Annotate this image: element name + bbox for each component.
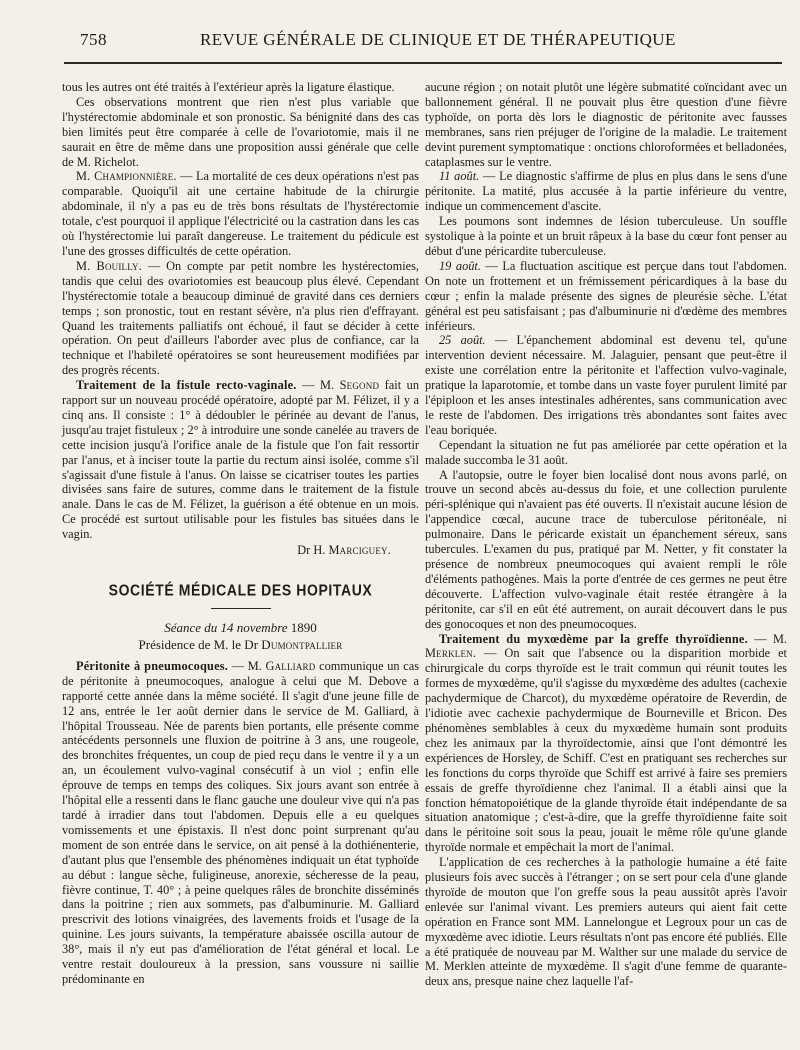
speaker-name: M. Championnière. <box>76 169 177 184</box>
session-line <box>62 619 419 636</box>
signature-prefix: Dr H. <box>297 543 329 558</box>
entry-date: 19 août. <box>439 258 481 273</box>
paragraph-text: fait un rapport sur un nouveau procédé opératoire, adopté par M. Félizet, il y a cinq ans. Il consiste : 1° à dédoubler le périnée au devant de l'anus, jusqu'au trajet fistuleux ; 2° à introduire une sonde canelée au travers de cette incision jusqu'à l'orifice anale de la fistule que l'on fait ressortir par l'anus, et à inciser toute la partie du rectum ainsi isolée, comme s'il s'agissait d'une fistule à l'anus. On laisse se cicatriser toutes les parties divisées sans faire de sutures, comme dans le traitement de la fistule anale. Dans le cas de M. Félizet, la guérison a été obtenue en un mois. Ce procédé est surtout utilisable pour les fistules bas situées dans le vagin. <box>62 378 420 542</box>
dash: — M. <box>296 378 340 393</box>
paragraph: L'application de ces recherches à la pathologie humaine a été faite plusieurs fois avec succès à l'étranger ; on se sert pour cela d'une glande thyroïde de mouton que l'on greffe sous la peau aussitôt après l'avoir enlevée sur l'animal vivant. Les premiers auteurs qui aient fait cette opération en France sont MM. Lannelongue et Legroux pour un cas de myxœdème avec idiotie. Leurs résultats n'ont pas encore été publiés. Elle a été pratiquée de nouveau par M. Walther sur une malade du service de M. Merklen atteinte de myxœdème. Il s'agit d'une femme de quarante-deux ans, presque naine chez laquelle l'af- <box>425 855 787 989</box>
speaker-name: Galliard <box>265 658 316 673</box>
paragraph: tous les autres ont été traités à l'extérieur après la ligature élastique. <box>62 80 395 94</box>
section-rubric: Traitement du myxœdème par la greffe thyroïdienne. <box>439 631 748 646</box>
presidency-line <box>62 636 419 653</box>
right-column <box>425 80 787 989</box>
paragraph: Ces observations montrent que rien n'est plus variable que l'hystérectomie abdominale et son pronostic. Sa bénignité dans des cas bien limités peut être comparée à celle de l'ovariotomie, mais il ne saurait en être de même dans une proposition aussi générale que celle de M. Richelot. <box>62 94 419 169</box>
paragraph-text: communique un cas de péritonite à pneumocoques, analogue à celui que M. Debove a rapporté cette année dans la même société. Il s'agit d'une jeune fille de 12 ans, entrée le 1er août dernier dans le service de M. Galliard, à l'hôpital Trousseau. Née de parents bien portants, elle présente comme antécédents personnels une fluxion de poitrine à 3 ans, une rougeole, des bronchites fréquentes, un coup de pied reçu dans le ventre il y a un an, un écoulement vulvo-vaginal consécutif à un viol ; enfin elle éprouve de temps en temps des coliques. Six jours avant son entrée à l'hôpital elle a ressenti dans le flanc gauche une douleur vive qui n'a pas tardé à irradier dans tout l'abdomen. Depuis elle a eu quelques vomissements et une épistaxis. Il n'est donc point surprenant qu'au moment de son entrée dans le service, on ait pensé à la dothiénenterie, d'autant plus que l'ensemble des phénomènes indiquait un état typhoïde au début : langue sèche, fuligineuse, anorexie, sécheresse de la peau, fièvre continue, T. 40° ; à peine quelques râles de bronchite disséminés dans la poitrine ; rien aux sommets, pas d'albuminurie. M. Galliard prescrivit des lotions vinaigrées, des lavements froids et l'usage de la quinine. Les jours suivants, la température abaissée oscilla autour de 38°, mais il n'y eut pas d'amélioration de l'état général et local. Le ventre restait douloureux à la pression, sans voussure ni saillie prédominante en <box>62 658 419 986</box>
presidency-prefix: Présidence de M. le Dr <box>138 636 262 652</box>
header-rule <box>64 62 782 64</box>
session-date: 14 novembre <box>220 619 288 635</box>
paragraph-text: — On sait que l'absence ou la disparition morbide et chirurgicale du corps thyroïde est le trait commun qui réunit toutes les formes de myxœdème, qu'il s'agisse du myxœdème des adultes (cachexie pachydermique de Charcot), du myxœdème opératoire de Reverdin, de l'idiotie avec cachexie pachydermique de Bourneville et Bricon. Des phénomènes semblables à ceux du myxœdème humain sont produits chez les animaux par la thyroïdectomie, ainsi que l'ont démontré les expériences de Horsley, de Schiff. C'est en pratiquant ses recherches sur les fonctions du corps thyroïde que Schiff est arrivé à faire ses premiers essais de greffe thyroïdienne chez l'animal. Il a établi ainsi que la fonction hématopoiétique de la glande thyroïde était indépendante de sa situation anatomique ; c'est-à-dire, que la greffe thyroïdienne faite soit dans le péritoine soit sous la peau, jouait le même rôle qu'une glande thyroïde normale et empêchait la mort de l'animal. <box>425 646 787 855</box>
paragraph: Cependant la situation ne fut pas améliorée par cette opération et la malade succomba le 31 août. <box>425 437 787 467</box>
dash: — M. <box>747 631 788 646</box>
paragraph <box>425 259 787 334</box>
paragraph <box>425 632 787 856</box>
session-year: 1890 <box>287 619 317 635</box>
dash: — M. <box>228 658 266 673</box>
section-rubric: Traitement de la fistule recto-vaginale. <box>76 378 297 393</box>
entry-date: 25 août. <box>439 333 486 348</box>
session-prefix: Séance du <box>164 619 221 635</box>
paragraph: Les poumons sont indemnes de lésion tuberculeuse. Un souffle systolique à la pointe et un bruit râpeux à la base du cœur font penser au début d'une péricardite tuberculeuse. <box>425 214 787 258</box>
speaker-name: Segond <box>339 378 380 393</box>
page-number: 758 <box>80 30 107 49</box>
paragraph <box>62 378 419 542</box>
paragraph: A l'autopsie, outre le foyer bien localisé dont nous avons parlé, on trouve un second abcès au-dessus du foie, et une collection purulente péri-splénique qui n'avaient pas été ouverts. Il n'existait aucune lésion de l'appendice cœcal, aucune trace de tuberculose péritonéale, ni pulmonaire. Dans le péricarde existait un épanchement séreux, sans tubercules. L'examen du pus, pratiqué par M. Netter, y fit constater la présence de nombreux pneumocoques qui avaient rempli le rôle d'éléments pathogènes. Mais la porte d'entrée de ces germes ne peut être découverte. L'affection vulvo-vaginale était restée étrangère à la péritonite, car s'il en eût été autrement, on aurait découvert dans le pus des gonocoques et non des pneumocoques. <box>425 467 787 631</box>
paragraph-text: — Le diagnostic s'affirme de plus en plus dans le sens d'une péritonite. La matité, plus accusée à la partie inférieure du ventre, indique un commencement d'ascite. <box>425 169 787 214</box>
paragraph: aucune région ; on notait plutôt une légère submatité coïncidant avec un ballonnement général. Il ne pouvait plus être question d'une fièvre typhoïde, on porta dès lors le diagnostic de péritonite avec fausses membranes, sans rien préjuger de l'origine de la maladie. Le traitement devint purement symptomatique : onctions chloroformées et belladonées, cataplasmes sur le ventre. <box>425 80 787 169</box>
left-column <box>62 80 419 987</box>
running-title: REVUE GÉNÉRALE DE CLINIQUE ET DE THÉRAPEUTIQUE <box>200 30 676 49</box>
paragraph-text: — On compte par petit nombre les hystérectomies, tandis que celui des ovariotomies est beaucoup plus élevé. Cependant l'hystérectomie totale a beaucoup diminué de gravité dans ces derniers temps ; son pronostic, tout en restant sévère, n'a plus rien d'effrayant. Quand les traitements palliatifs ont échoué, il faut se décider à cette opération. On peut d'ailleurs l'aborder avec plus de confiance, car la technique et l'habileté opératoires se sont heureusement modifiées par des progrès récents. <box>62 258 419 378</box>
society-rule <box>211 608 271 609</box>
section-rubric: Péritonite à pneumocoques. <box>76 658 229 673</box>
paragraph <box>62 169 419 258</box>
presidency-name: Dumontpallier <box>261 636 343 652</box>
paragraph-text: — La fluctuation ascitique est perçue dans tout l'abdomen. On note un frottement et un frémissement péricardiques à la base du cœur ; enfin la malade présente des signes de pleurésie sèche. L'état général est peu satisfaisant ; pas d'albuminurie ni d'œdème des membres inférieurs. <box>425 258 787 333</box>
paragraph-text: — L'épanchement abdominal est devenu tel, qu'une intervention devient nécessaire. M. Jalaguier, pensant que peut-être il existe une corrélation entre la péritonite et l'affection vulvo-vaginale, pratique la laparotomie, et tombe dans un vaste foyer purulent limité par l'épiploon et les anses intestinales adhérentes, sans communication avec le reste de l'abdomen. Des irrigations très abondantes sont faites avec l'eau boriquée. <box>425 333 787 437</box>
paragraph <box>425 169 787 214</box>
speaker-name: M. Bouilly. <box>76 258 143 273</box>
page-header <box>0 30 800 54</box>
paragraph <box>62 659 419 987</box>
paragraph-text: — La mortalité de ces deux opérations n'est pas comparable. Quoiqu'il ait une certaine habitude de la chirurgie abdominale, il n'y a pas eu de très bons résultats de l'hystérectomie totale, c'est pourquoi il applique l'électricité ou la castration dans les cas où l'hystérectomie lui paraît dangereuse. Le traitement du pédicule est l'une des grosses difficultés de cette opération. <box>62 169 419 258</box>
signature-name: Marciguey. <box>328 543 391 558</box>
paragraph <box>425 333 787 437</box>
paragraph <box>62 259 419 378</box>
speaker-name: Merklen. <box>425 646 477 661</box>
society-heading: SOCIÉTÉ MÉDICALE DES HOPITAUX <box>108 580 373 600</box>
signature <box>62 543 419 558</box>
entry-date: 11 août. <box>439 169 480 184</box>
